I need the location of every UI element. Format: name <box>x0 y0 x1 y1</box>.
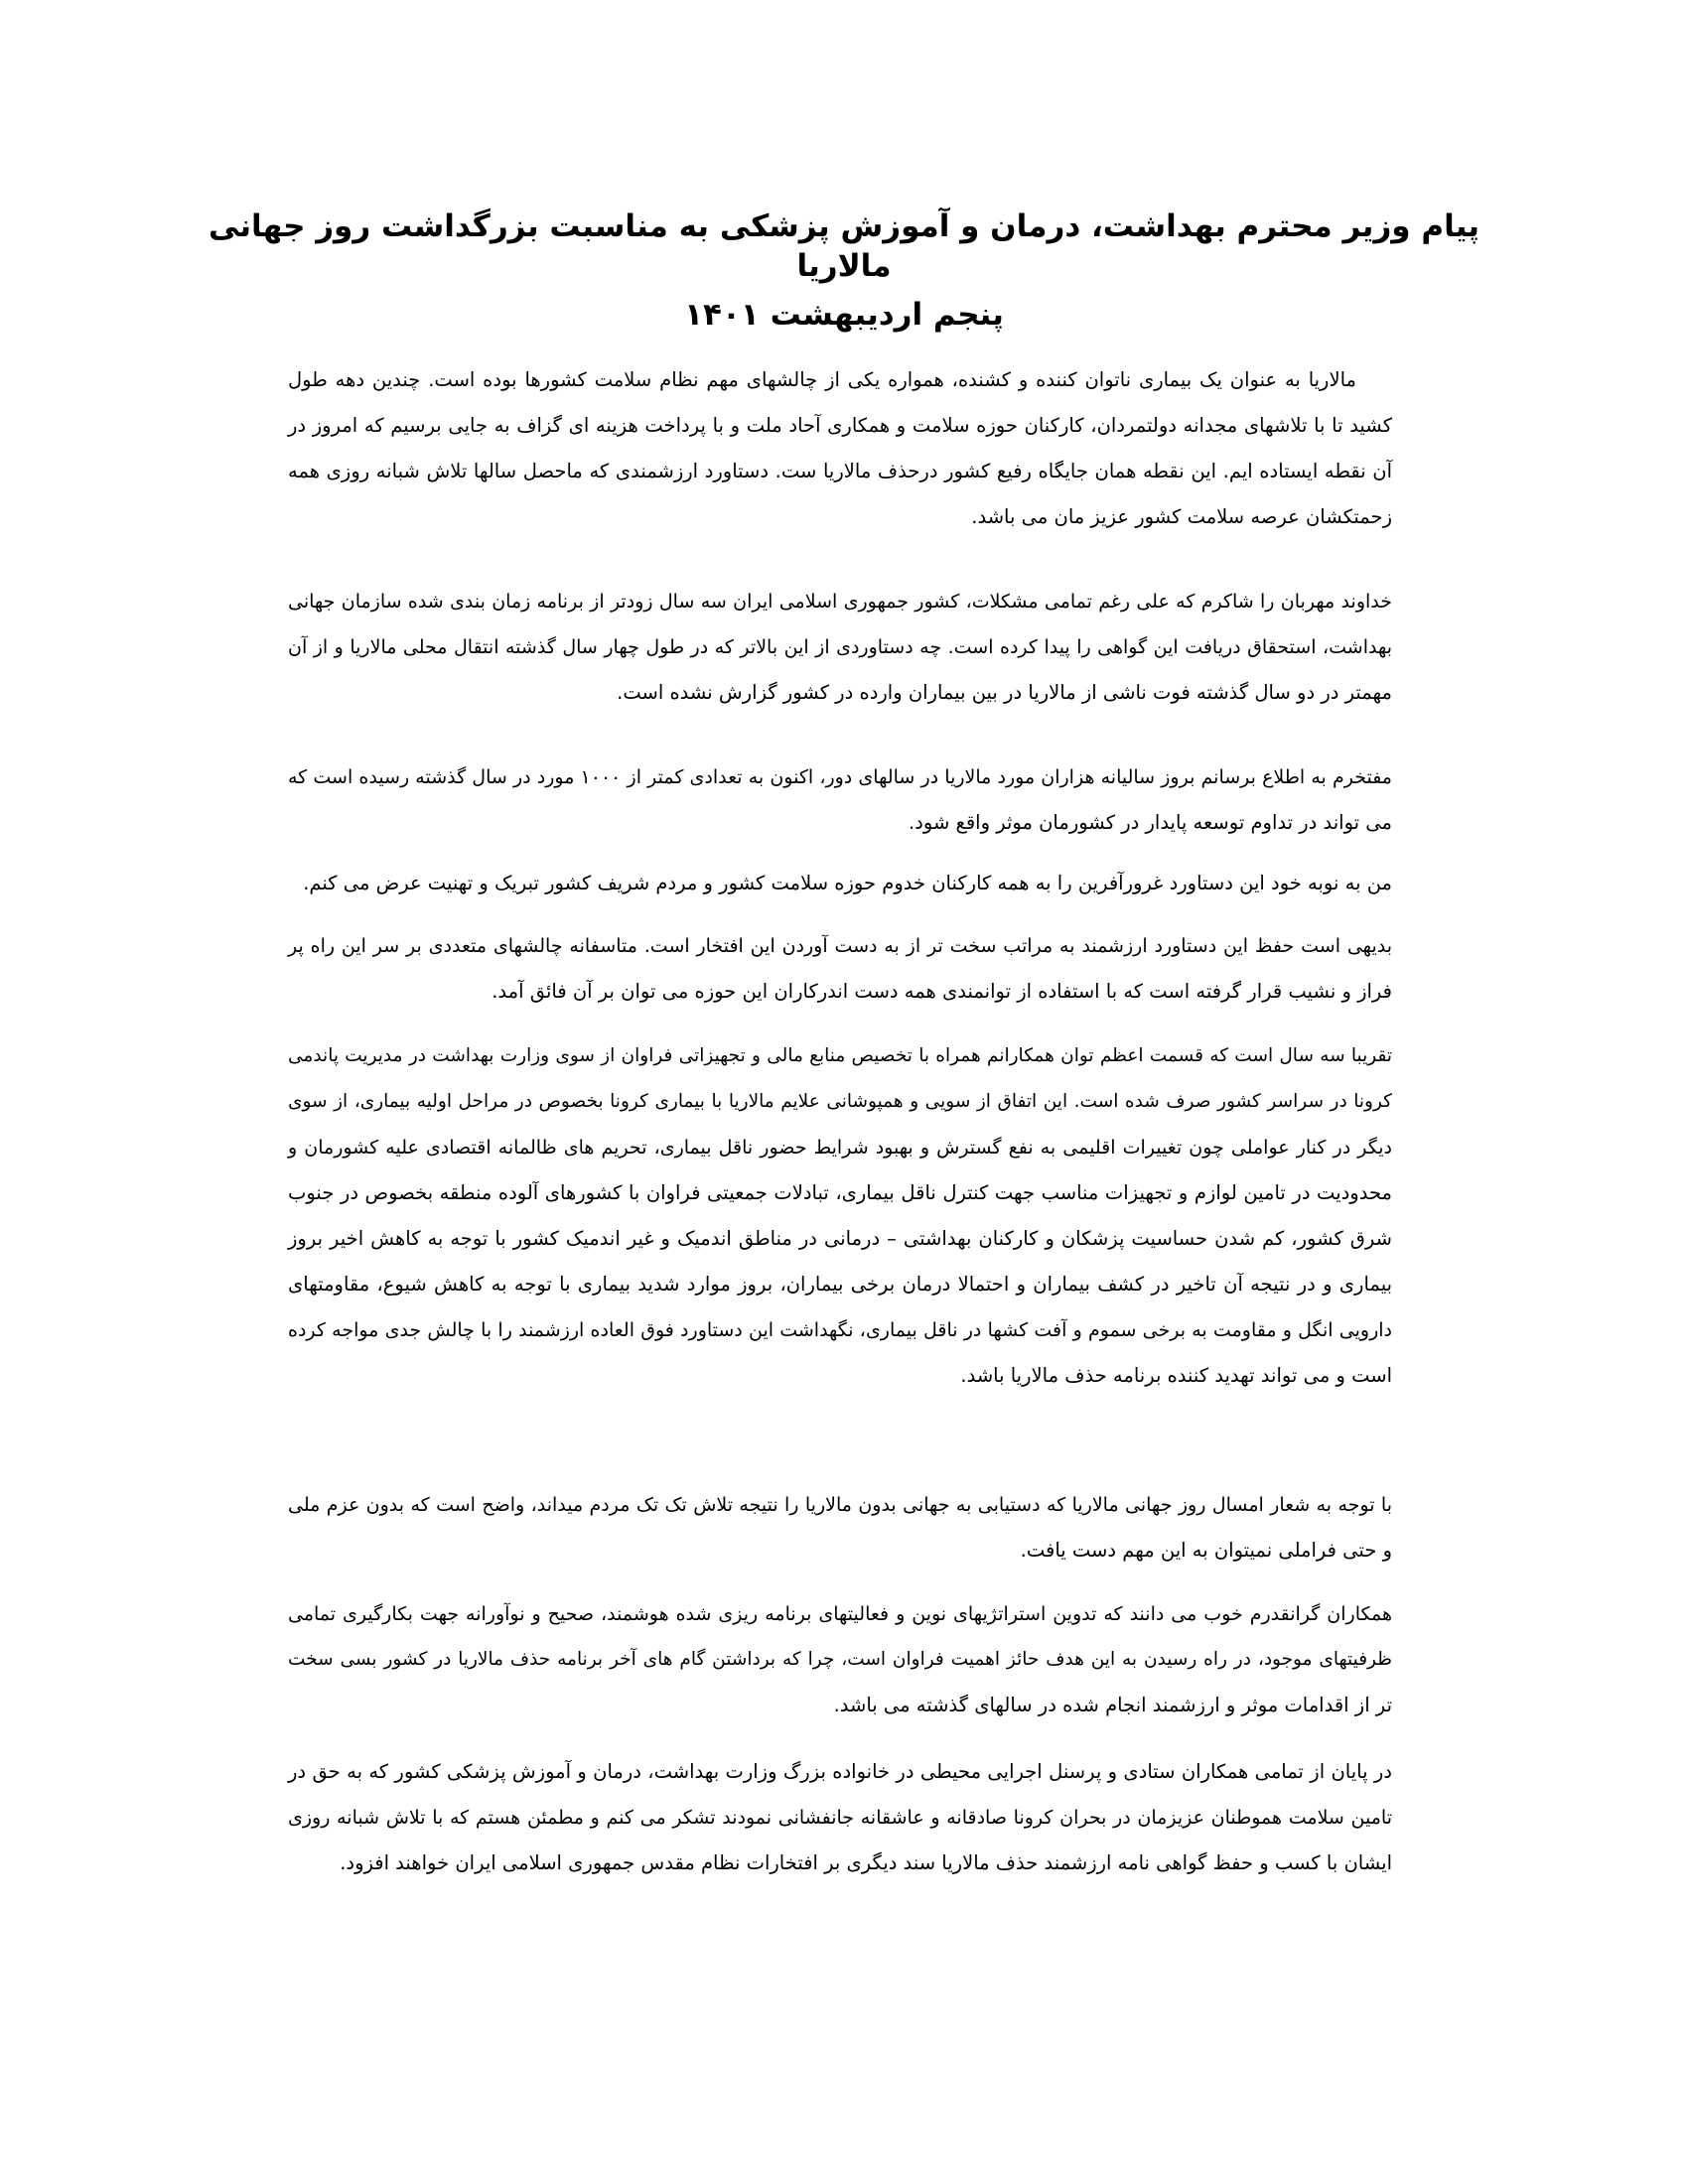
paragraph-line: و حتی فراملی نمیتوان به این مهم دست یافت. <box>1020 1539 1392 1562</box>
paragraph-line: در پایان از تمامی همکاران ستادی و پرسنل اجرایی محیطی در خانواده بزرگ وزارت بهداشت، درمان و آموزش پزشکی کشور که به حق در <box>288 1760 1392 1783</box>
paragraph-line: می تواند در تداوم توسعه پایدار در کشورمان موثر واقع شود. <box>908 811 1392 834</box>
paragraph-line: با توجه به شعار امسال روز جهانی مالاریا که دستیابی به جهانی بدون مالاریا را نتیجه تلاش تک تک مردم میداند، واضح است که بدون عزم ملی <box>288 1494 1392 1516</box>
paragraph-5 <box>288 923 1392 1015</box>
paragraph-8 <box>288 1591 1392 1728</box>
paragraph-line: خداوند مهربان را شاکرم که علی رغم تمامی مشکلات، کشور جمهوری اسلامی ایران سه سال زودتر از برنامه زمان بندی شده سازمان جهانی <box>288 591 1392 613</box>
paragraph-6 <box>288 1033 1392 1399</box>
paragraph-line: زحمتکشان عرصه سلامت کشور عزیز مان می باشد. <box>971 505 1392 528</box>
paragraph-3 <box>288 754 1392 846</box>
paragraph-line: تقریبا سه سال است که قسمت اعظم توان همکارانم همراه با تخصیص منابع مالی و تجهیزاتی فراوان از سوی وزارت بهداشت در مدیریت پاندمی <box>288 1045 1392 1066</box>
paragraph-line: آن نقطه ایستاده ایم. این نقطه همان جایگاه رفیع کشور درحذف مالاریا ست. دستاورد ارزشمندی که ماحصل سالها تلاش شبانه روزی همه <box>288 460 1392 482</box>
paragraph-line: شرق کشور، کم شدن حساسیت پزشکان و کارکنان بهداشتی – درمانی در مناطق اندمیک و غیر اندمیک کشور با توجه به کاهش اخیر بروز <box>288 1227 1392 1250</box>
paragraph-line: کرونا در سراسر کشور صرف شده است. این اتفاق از سویی و همپوشانی علایم مالاریا با بیماری کرونا بخصوص در مراحل اولیه بیماری، از سوی <box>288 1091 1392 1112</box>
paragraph-1 <box>288 357 1392 540</box>
paragraph-line: دارویی انگل و مقاومت به برخی سموم و آفت کشها در ناقل بیماری، نگهداشت این دستاورد فوق العاده ارزشمند را با چالش جدی مواجه کرده <box>288 1319 1392 1341</box>
paragraph-line: تامین سلامت هموطنان عزیزمان در بحران کرونا صادقانه و عاشقانه جانفشانی نمودند تشکر می کنم و مطمئن هستم که با تلاش شبانه روزی <box>288 1807 1392 1829</box>
paragraph-line: است و می تواند تهدید کننده برنامه حذف مالاریا باشد. <box>960 1364 1392 1387</box>
paragraph-9 <box>288 1749 1392 1886</box>
paragraph-line: تر از اقدامات موثر و ارزشمند انجام شده در سالهای گذشته می باشد. <box>833 1694 1392 1716</box>
paragraph-line: بیماری و در نتیجه آن تاخیر در کشف بیماران و احتمالا درمان برخی بیماران، بروز موارد شدید بیماری با توجه به کاهش شیوع، مقاومتهای <box>288 1273 1392 1296</box>
paragraph-line: مهمتر در دو سال گذشته فوت ناشی از مالاریا در بین بیماران وارده در کشور گزارش نشده است. <box>617 681 1392 704</box>
paragraph-line: مفتخرم به اطلاع برسانم بروز سالیانه هزاران مورد مالاریا در سالهای دور، اکنون به تعدادی کمتر از ۱۰۰۰ مورد در سال گذشته رسیده است که <box>288 766 1392 788</box>
paragraph-4 <box>288 861 1392 906</box>
paragraph-line: بهداشت، استحقاق دریافت این گواهی را پیدا کرده است. چه دستاوردی از این بالاتر که در طول چهار سال گذشته انتقال محلی مالاریا و از آن <box>288 636 1392 658</box>
paragraph-line: دیگر در کنار عواملی چون تغییرات اقلیمی به نفع گسترش و بهبود شرایط حضور ناقل بیماری، تحریم های ظالمانه اقتصادی علیه کشورمان و <box>288 1137 1392 1159</box>
paragraph-line: بدیهی است حفظ این دستاورد ارزشمند به مراتب سخت تر از به دست آوردن این افتخار است. متاسفانه چالشهای متعددی بر سر این راه پر <box>288 935 1392 957</box>
paragraph-line: همکاران گرانقدرم خوب می دانند که تدوین استراتژیهای نوین و فعالیتهای برنامه ریزی شده هوشمند، صحیح و نوآورانه جهت بکارگیری تمامی <box>288 1603 1392 1625</box>
paragraph-line: من به نوبه خود این دستاورد غرورآفرین را به همه کارکنان خدوم حوزه سلامت کشور و مردم شریف کشور تبریک و تهنیت عرض می کنم. <box>303 872 1392 894</box>
paragraph-line: ایشان با کسب و حفظ گواهی نامه ارزشمند حذف مالاریا سند دیگری بر افتخارات نظام مقدس جمهوری اسلامی ایران خواهند افزود. <box>340 1851 1392 1874</box>
paragraph-line: کشید تا با تلاشهای مجدانه دولتمردان، کارکنان حوزه سلامت و همکاری آحاد ملت و با پرداخت هزینه ای گزاف به جایی برسیم که امروز در <box>288 414 1392 437</box>
paragraph-7 <box>288 1482 1392 1573</box>
paragraph-2 <box>288 579 1392 716</box>
paragraph-line: ظرفیتهای موجود، در راه رسیدن به این هدف حائز اهمیت فراوان است، چرا که برداشتن گام های آخر برنامه حذف مالاریا در کشور بسی سخت <box>288 1649 1392 1670</box>
paragraph-line: مالاریا به عنوان یک بیماری ناتوان کننده و کشنده، همواره یکی از چالشهای مهم نظام سلامت کشورها بوده است. چندین دهه طول <box>288 368 1356 391</box>
document-date: پنجم اردیبهشت ۱۴۰۱ <box>684 297 1004 333</box>
paragraph-line: فراز و نشیب قرار گرفته است که با استفاده از توانمندی همه دست اندرکاران این حوزه می توان بر آن فائق آمد. <box>492 980 1392 1003</box>
paragraph-line: محدودیت در تامین لوازم و تجهیزات مناسب جهت کنترل ناقل بیماری، تبادلات جمعیتی فراوان با کشورهای آلوده منطقه بخصوص در جنوب <box>288 1181 1392 1204</box>
document-title: پیام وزیر محترم بهداشت، درمان و آموزش پزشکی به مناسبت بزرگداشت روز جهانی مالاریا <box>208 208 1480 284</box>
